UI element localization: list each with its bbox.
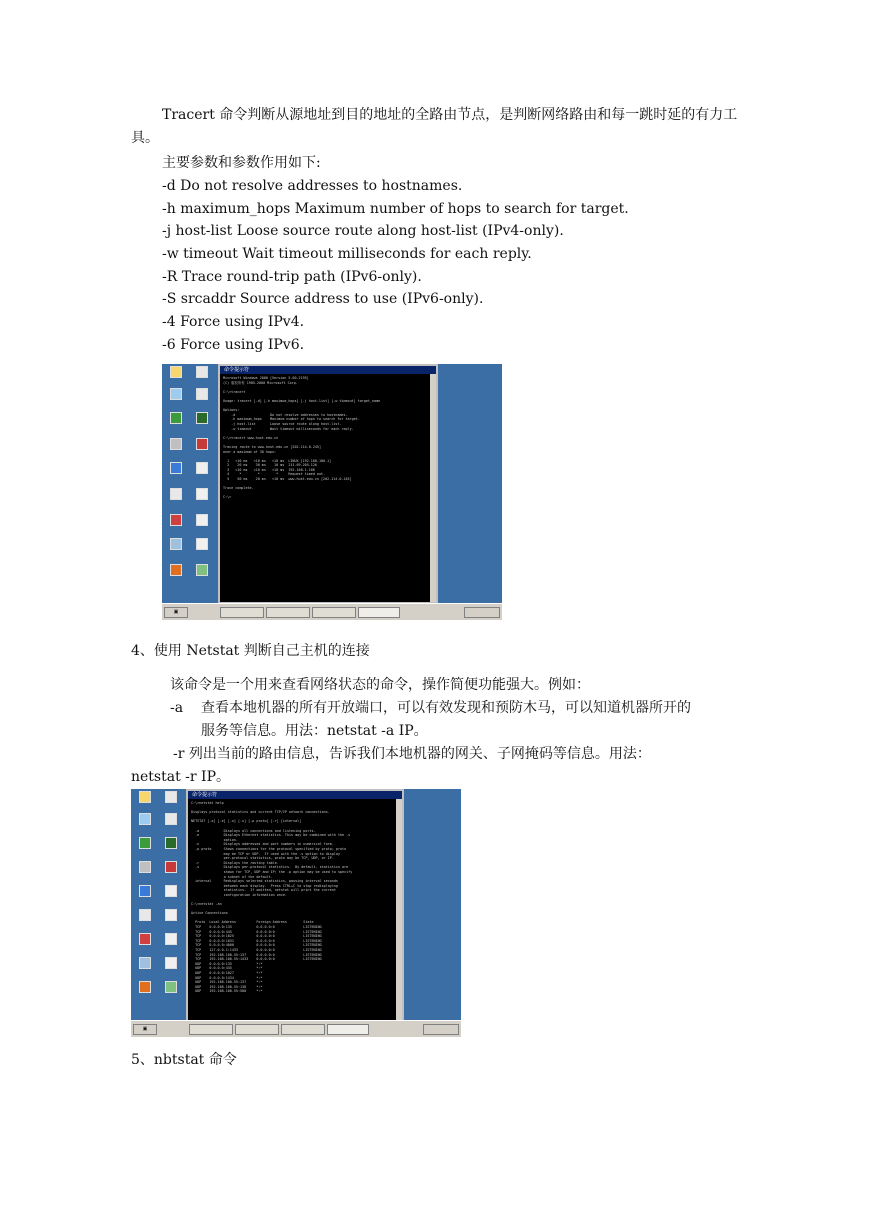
start-button[interactable]: ▣ [164,607,188,618]
params-heading: 主要参数和参数作用如下: [162,155,321,171]
netstat-screenshot [131,789,461,1037]
taskbar [131,1020,461,1037]
param-line: -h maximum_hops Maximum number of hops to search for target. [162,201,629,217]
taskbar-button[interactable] [266,607,310,618]
scrollbar[interactable] [430,374,436,602]
start-button[interactable]: ▣ [133,1024,157,1035]
window-title: 命令提示符 [188,791,402,799]
taskbar-button[interactable] [189,1024,233,1035]
section-4-heading: 4、使用 Netstat 判断自己主机的连接 [131,643,370,659]
param-line: -w timeout Wait timeout milliseconds for each reply. [162,246,532,262]
intro-paragraph: Tracert 命令判断从源地址到目的地址的全路由节点，是判断网络路由和每一跳时延的有力工具。 [131,107,738,146]
option-r-text-cont: netstat -r IP。 [131,769,230,785]
taskbar-button[interactable] [358,607,400,618]
taskbar [162,603,502,620]
console-output: C:\>netstat help Displays protocol statistics and current TCP/IP network connections. NETSTAT [-a] [-e] [-n] [-s] [-p proto] [-r] [interval] -a Displays all connections and listening ports. -e Displays Ethernet statistics. This may be combined with the -s option. -n Displays addresses and port numbers in numerical form. -p proto Shows connections for the protocol specified by proto; proto may be TCP or UDP. If used with the -s option to display per-protocol statistics, proto may be TCP, UDP, or IP. -r Displays the routing table. -s Displays per-protocol statistics. By default, statistics are shown for TCP, UDP and IP; the -p option may be used to specify a subset of the default. interval Redisplays selected statistics, pausing interval seconds between each display. Press CTRL+C to stop redisplaying statistics. If omitted, netstat will print the current configuration information once. C:\>netstat -an Active Connections Proto Local Address Foreign Address State TCP 0.0.0.0:135 0.0.0.0:0 LISTENING TCP 0.0.0.0:445 0.0.0.0:0 LISTENING TCP 0.0.0.0:1025 0.0.0.0:0 LISTENING TCP 0.0.0.0:1031 0.0.0.0:0 LISTENING TCP 0.0.0.0:4000 0.0.0.0:0 LISTENING TCP 127.0.0.1:1433 0.0.0.0:0 LISTENING TCP 192.168.100.55:137 0.0.0.0:0 LISTENING TCP 192.168.100.55:1433 0.0.0.0:0 LISTENING UDP 0.0.0.0:135 *:* UDP 0.0.0.0:445 *:* UDP 0.0.0.0:1027 *:* UDP 0.0.0.0:1434 *:* UDP 192.168.100.55:137 *:* UDP 192.168.100.55:138 *:* UDP 192.168.100.55:500 *:* [191,801,353,994]
window-title: 命令提示符 [220,366,436,374]
option-a-flag: -a [170,700,184,716]
system-tray [423,1024,459,1035]
taskbar-button[interactable] [327,1024,369,1035]
desktop-icons [131,789,189,1021]
param-line: -j host-list Loose source route along host-list (IPv4-only). [162,223,564,239]
console-window[interactable] [186,789,404,1023]
tracert-screenshot [162,364,502,620]
option-a-text: 查看本地机器的所有开放端口，可以有效发现和预防木马，可以知道机器所开的 [201,700,691,716]
desktop-icons [162,364,220,604]
param-line: -S srcaddr Source address to use (IPv6-only). [162,291,484,307]
taskbar-button[interactable] [220,607,264,618]
system-tray [464,607,500,618]
param-line: -4 Force using IPv4. [162,314,305,330]
scrollbar[interactable] [396,799,402,1021]
param-line: -6 Force using IPv6. [162,337,305,353]
section-5-heading: 5、nbtstat 命令 [131,1052,237,1068]
taskbar-button[interactable] [312,607,356,618]
param-line: -R Trace round-trip path (IPv6-only). [162,269,422,285]
option-r-text: -r 列出当前的路由信息，告诉我们本地机器的网关、子网掩码等信息。用法： [173,746,651,762]
param-line: -d Do not resolve addresses to hostnames. [162,178,463,194]
taskbar-button[interactable] [235,1024,279,1035]
netstat-description: 该命令是一个用来查看网络状态的命令，操作简便功能强大。例如： [170,677,590,693]
console-output: Microsoft Windows 2000 [Version 5.00.2195] (C) 版权所有 1985-2000 Microsoft Corp. C:\>tracert Usage: tracert [-d] [-h maximum_hops] [-j host-list] [-w timeout] target_name Options: -d Do not resolve addresses to hostnames. -h maximum_hops Maximum number of hops to search for target. -j host-list Loose source route along host-list. -w timeout Wait timeout milliseconds for each reply. C:\>tracert www.hust.edu.cn Tracing route to www.hust.edu.cn [202.114.0.245] over a maximum of 30 hops: 1 <10 ms <10 ms <10 ms LINUX [192.168.100.1] 2 20 ms 30 ms 10 ms 211.69.205.126 3 <10 ms <10 ms <10 ms 192.168.1.186 4 * * * Request timed out. 5 50 ms 20 ms <10 ms www.hust.edu.cn [202.114.0.245] Trace complete. C:\> [223,376,381,500]
option-a-text-cont: 服务等信息。用法：netstat -a IP。 [201,723,428,739]
console-window[interactable] [218,364,438,604]
taskbar-button[interactable] [281,1024,325,1035]
